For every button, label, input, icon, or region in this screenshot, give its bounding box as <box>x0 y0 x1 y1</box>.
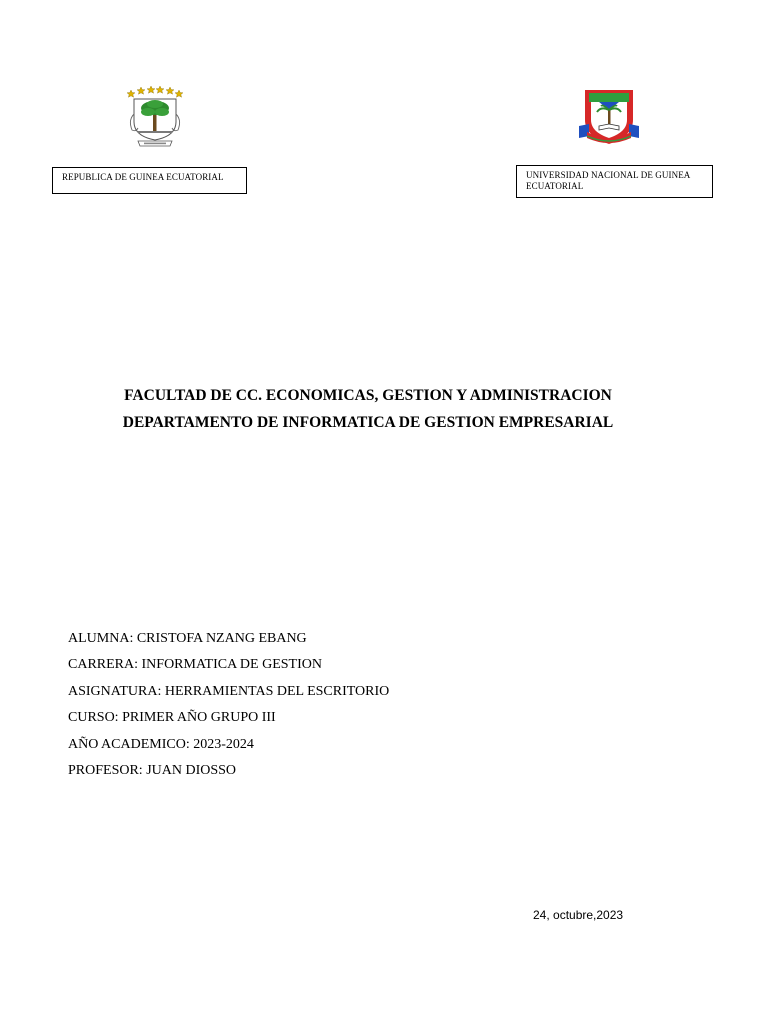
professor-name: PROFESOR: JUAN DIOSSO <box>68 763 237 779</box>
degree-program: CARRERA: INFORMATICA DE GESTION <box>68 657 322 673</box>
university-emblem-logo <box>575 86 643 148</box>
faculty-heading: FACULTAD DE CC. ECONOMICAS, GESTION Y ADMINISTRACION <box>124 387 612 404</box>
university-label: UNIVERSIDAD NACIONAL DE GUINEA ECUATORIAL <box>526 170 690 191</box>
republic-label: REPUBLICA DE GUINEA ECUATORIAL <box>62 172 224 182</box>
course-subject: ASIGNATURA: HERRAMIENTAS DEL ESCRITORIO <box>68 683 390 699</box>
republic-label-box <box>52 167 247 194</box>
document-date: 24, octubre,2023 <box>533 908 624 922</box>
department-heading: DEPARTAMENTO DE INFORMATICA DE GESTION EMPRESARIAL <box>122 414 614 431</box>
student-name: ALUMNA: CRISTOFA NZANG EBANG <box>68 631 307 646</box>
course-year-group: CURSO: PRIMER AÑO GRUPO III <box>68 710 276 726</box>
university-label-box <box>516 165 713 198</box>
academic-year: AÑO ACADEMICO: 2023-2024 <box>68 736 254 752</box>
coat-of-arms-logo <box>124 84 186 148</box>
student-details <box>68 626 389 784</box>
